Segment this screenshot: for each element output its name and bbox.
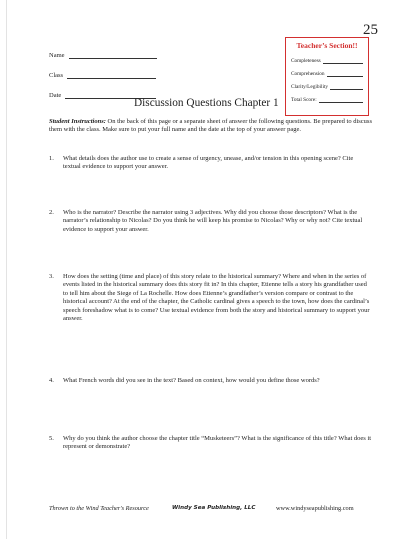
- criterion-clarity: [291, 83, 363, 90]
- criterion-blank[interactable]: [323, 58, 363, 64]
- criterion-comprehension: [291, 70, 363, 77]
- instructions-text: On the back of this page or a separate sheet of answer the following questions. Be prepared to discuss them with the class. Make sure to put your full name and the date at the top of your answer page.: [49, 118, 372, 134]
- question-number: 4.: [49, 377, 54, 384]
- question-text: What details does the author use to create a sense of urgency, unease, and/or tension in this opening scene? Cite textual evidence to support your answer.: [63, 155, 354, 171]
- question-number: 1.: [49, 155, 54, 162]
- footer-publisher: Windy Sea Publishing, LLC: [172, 505, 256, 511]
- question-number: 5.: [49, 435, 54, 442]
- footer-website: www.windyseapublishing.com: [276, 505, 354, 512]
- criterion-blank[interactable]: [330, 84, 363, 90]
- page-edge-line: [6, 0, 7, 539]
- criterion-blank[interactable]: [319, 97, 363, 103]
- criterion-total-score: [291, 96, 363, 103]
- question-number: 3.: [49, 273, 54, 280]
- question-text: How does the setting (time and place) of this story relate to the historical summary? Where and when in the series of events listed in the historical summary does this story fit in? In this chapter, Etienne tells a story his grandfather used to tell him about the Siege of La Rochelle. How does Etienne’s grandfather’s version compare or contrast to the historical account? At the end of the chapter, the Catholic cardinal gives a speech to the town, how does the cardinal’s speech foreshadow what is to come? Use textual evidence from both the story and historical summary to support your answer.: [63, 273, 370, 323]
- class-label: Class: [49, 72, 64, 79]
- question-item: [49, 209, 372, 234]
- question-number: 2.: [49, 209, 54, 216]
- name-field[interactable]: [49, 50, 157, 59]
- question-text: Who is the narrator? Describe the narrator using 3 adjectives. Why did you choose those descriptors? What is the narrator’s relationship to Nicolas? Do you think he will keep his promise to Nicolas? Why or why not? Cite textual evidence to support your answer.: [63, 209, 363, 233]
- criterion-completeness: [291, 57, 363, 64]
- instructions-block: [49, 118, 372, 135]
- class-field[interactable]: [49, 70, 157, 79]
- question-item: [49, 155, 372, 172]
- criterion-label: Completeness: [291, 58, 321, 64]
- name-blank[interactable]: [69, 51, 157, 59]
- footer-book-title: Thrown to the Wind Teacher's Resource: [49, 505, 149, 512]
- instructions-label: Student Instructions:: [49, 118, 106, 125]
- criterion-blank[interactable]: [327, 71, 363, 77]
- question-item: [49, 273, 372, 323]
- question-item: [49, 435, 372, 452]
- class-blank[interactable]: [67, 71, 156, 79]
- teachers-section-title: Teacher’s Section!!: [296, 41, 358, 50]
- date-label: Date: [49, 92, 62, 99]
- criterion-label: Comprehension: [291, 71, 325, 77]
- question-text: Why do you think the author choose the chapter title “Musketeers”? What is the significance of this title? What does it represent or demonstrate?: [63, 435, 372, 451]
- criterion-label: Clarity/Legibility: [291, 84, 329, 90]
- instructions-paragraph: [49, 118, 372, 135]
- page-title: Discussion Questions Chapter 1: [134, 97, 279, 109]
- criterion-label: Total Score:: [291, 97, 317, 103]
- teachers-section-box: [285, 37, 369, 116]
- name-label: Name: [49, 52, 65, 59]
- question-item: [49, 377, 372, 385]
- page-number: 25: [363, 22, 378, 38]
- question-text: What French words did you see in the text? Based on context, how would you define those words?: [63, 377, 320, 384]
